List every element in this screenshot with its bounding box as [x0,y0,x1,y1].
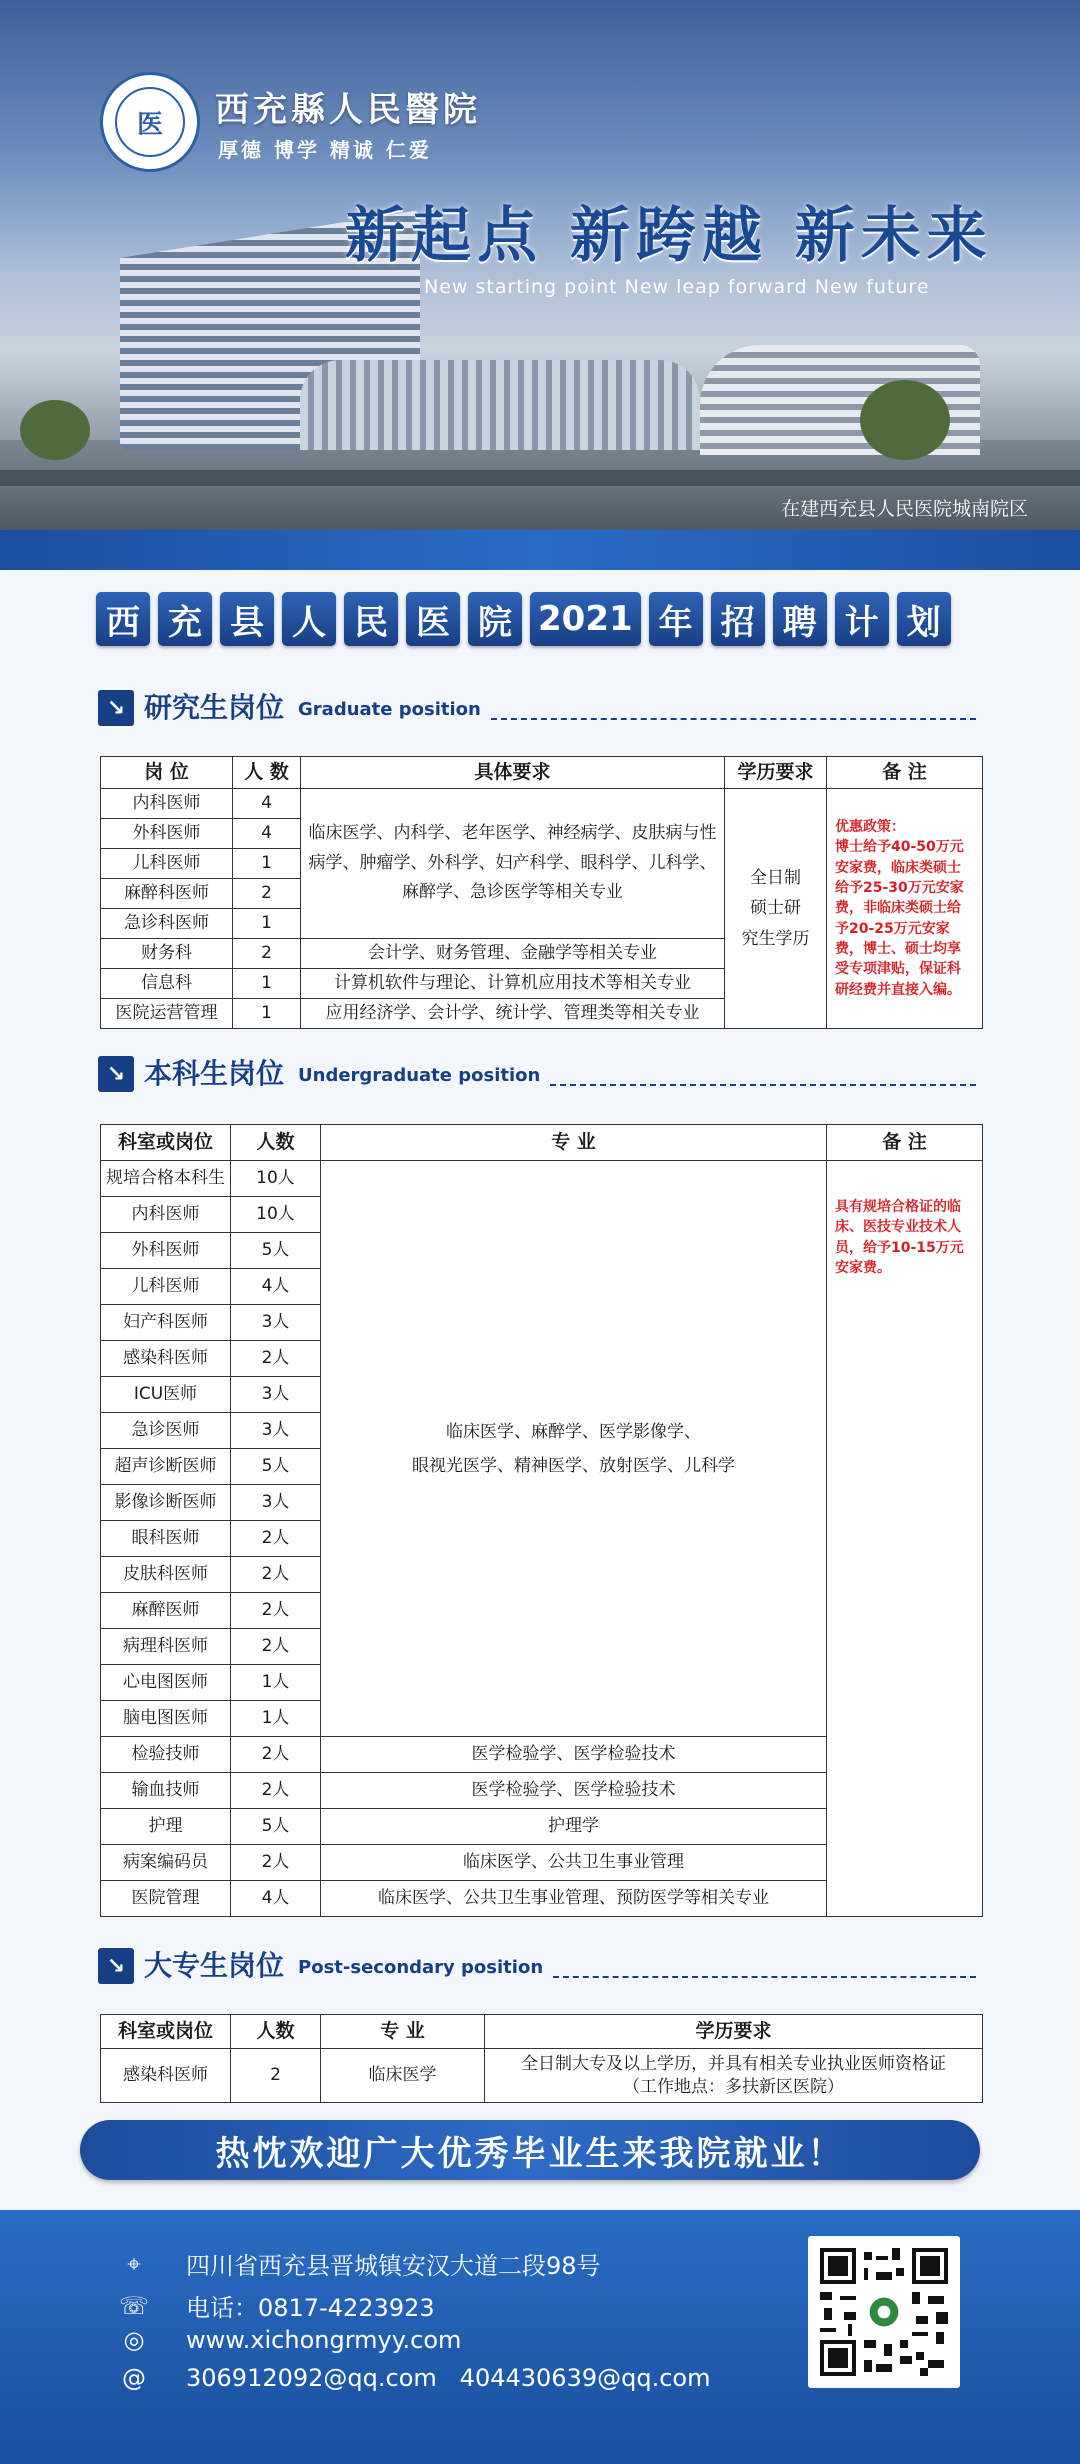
position-cell: 麻醉医师 [101,1593,231,1629]
requirement-cell: 计算机软件与理论、计算机应用技术等相关专业 [301,969,725,999]
position-cell: 外科医师 [101,819,233,849]
position-cell: 规培合格本科生 [101,1161,231,1197]
title-char: 聘 [773,592,827,646]
note-cell: 具有规培合格证的临床、医技专业技术人员，给予10-15万元安家费。 [827,1161,983,1917]
requirement-cell: 应用经济学、会计学、统计学、管理类等相关专业 [301,999,725,1029]
position-cell: 医院运营管理 [101,999,233,1029]
count-cell: 2人 [231,1845,321,1881]
position-cell: 感染科医师 [101,2049,231,2103]
tree-image [860,380,950,460]
count-cell: 4人 [231,1269,321,1305]
address-row [118,2246,601,2281]
title-char: 医 [406,592,460,646]
section-header-undergraduate [98,1056,976,1092]
count-cell: 10人 [231,1197,321,1233]
position-cell: 信息科 [101,969,233,999]
globe-icon: ◎ [123,2326,145,2354]
education-cell: 全日制 硕士研 究生学历 [725,789,827,1029]
count-cell: 2人 [231,1737,321,1773]
title-char: 民 [344,592,398,646]
phone-icon: ☏ [118,2291,149,2320]
position-cell: 麻醉科医师 [101,879,233,909]
count-cell: 3人 [231,1377,321,1413]
hospital-logo [100,72,200,172]
column-header: 科室或岗位 [101,2015,231,2049]
count-cell: 5人 [231,1449,321,1485]
count-cell: 2 [231,2049,321,2103]
major-cell: 医学检验学、医学检验技术 [321,1773,827,1809]
column-header: 人 数 [233,757,301,789]
position-cell: 医院管理 [101,1881,231,1917]
title-char: 县 [220,592,274,646]
slogan-english: New starting point New leap forward New future [424,276,930,298]
count-cell: 2 [233,939,301,969]
count-cell: 3人 [231,1305,321,1341]
education-cell [485,2049,983,2103]
website-row [118,2326,461,2354]
image-caption: 在建西充县人民医院城南院区 [780,498,1028,520]
table-header-row [101,757,983,789]
major-cell: 临床医学、公共卫生事业管理、预防医学等相关专业 [321,1881,827,1917]
page-title [96,592,951,646]
road [0,470,1080,486]
email-row [118,2364,710,2392]
section-header-post-secondary [98,1948,976,1984]
count-cell: 2人 [231,1629,321,1665]
arrow-icon: ↘ [98,690,134,726]
divider [550,1084,976,1086]
section-title: 本科生岗位 [144,1057,285,1090]
count-cell: 5人 [231,1809,321,1845]
slogan: 新起点 新跨越 新未来 [345,201,993,271]
major-line: 眼视光医学、精神医学、放射医学、儿科学 [412,1455,735,1476]
section-subtitle: Post-secondary position [298,1957,544,1978]
major-cell: 护理学 [321,1809,827,1845]
section-title: 大专生岗位 [144,1949,285,1982]
position-cell: 病理科医师 [101,1629,231,1665]
title-char: 招 [711,592,765,646]
count-cell: 3人 [231,1413,321,1449]
undergraduate-table [100,1124,983,1917]
title-char: 西 [96,592,150,646]
column-header: 备 注 [827,1125,983,1161]
count-cell: 2人 [231,1773,321,1809]
count-cell: 2人 [231,1521,321,1557]
column-header: 科室或岗位 [101,1125,231,1161]
graduate-table [100,756,983,1029]
position-cell: 感染科医师 [101,1341,231,1377]
position-cell: 急诊科医师 [101,909,233,939]
major-cell: 临床医学、公共卫生事业管理 [321,1845,827,1881]
position-cell: 超声诊断医师 [101,1449,231,1485]
position-cell: 心电图医师 [101,1665,231,1701]
title-char: 年 [649,592,703,646]
email-text[interactable]: 306912092@qq.com 404430639@qq.com [186,2364,711,2392]
count-cell: 5人 [231,1233,321,1269]
phone-text[interactable]: 电话：0817-4223923 [186,2294,435,2322]
table-row [101,789,983,819]
position-cell: 眼科医师 [101,1521,231,1557]
position-cell: 财务科 [101,939,233,969]
website-link[interactable]: www.xichongrmyy.com [186,2326,462,2354]
count-cell: 3人 [231,1485,321,1521]
phone-row [118,2288,435,2323]
divider [491,718,976,720]
position-cell: 影像诊断医师 [101,1485,231,1521]
education-line: 全日制大专及以上学历，并具有相关专业执业医师资格证 [521,2053,946,2074]
column-header: 具体要求 [301,757,725,789]
major-line: 临床医学、麻醉学、医学影像学、 [446,1421,701,1442]
position-cell: 急诊医师 [101,1413,231,1449]
email-icon: @ [122,2364,146,2392]
work-location: （工作地点：多扶新区医院） [623,2076,844,2097]
logo-emblem: 医 [115,87,185,157]
count-cell: 1人 [231,1701,321,1737]
divider [553,1976,976,1978]
location-pin-icon: ⌖ [127,2249,141,2278]
title-char: 充 [158,592,212,646]
hospital-motto: 厚德 博学 精诚 仁爱 [218,138,432,162]
table-row [101,1161,983,1197]
section-subtitle: Undergraduate position [298,1065,541,1086]
position-cell: 皮肤科医师 [101,1557,231,1593]
major-cell: 医学检验学、医学检验技术 [321,1737,827,1773]
section-subtitle: Graduate position [298,699,481,720]
tree-image [20,400,90,460]
major-cell: 临床医学 [321,2049,485,2103]
column-header: 专 业 [321,1125,827,1161]
position-cell: 内科医师 [101,789,233,819]
position-cell: 妇产科医师 [101,1305,231,1341]
position-cell: ICU医师 [101,1377,231,1413]
position-cell: 脑电图医师 [101,1701,231,1737]
count-cell: 1 [233,849,301,879]
title-char: 计 [835,592,889,646]
position-cell: 儿科医师 [101,1269,231,1305]
count-cell: 4 [233,819,301,849]
count-cell: 2 [233,879,301,909]
arrow-icon: ↘ [98,1948,134,1984]
section-title: 研究生岗位 [144,691,285,724]
column-header: 人数 [231,1125,321,1161]
position-cell: 输血技师 [101,1773,231,1809]
position-cell: 内科医师 [101,1197,231,1233]
column-header: 学历要求 [485,2015,983,2049]
count-cell: 1 [233,969,301,999]
count-cell: 4 [233,789,301,819]
count-cell: 2人 [231,1593,321,1629]
table-header-row [101,2015,983,2049]
count-cell: 2人 [231,1341,321,1377]
position-cell: 病案编码员 [101,1845,231,1881]
welcome-banner: 热忱欢迎广大优秀毕业生来我院就业！ [80,2120,980,2180]
section-header-graduate [98,690,976,726]
column-header: 备 注 [827,757,983,789]
column-header: 人数 [231,2015,321,2049]
position-cell: 检验技师 [101,1737,231,1773]
position-cell: 护理 [101,1809,231,1845]
count-cell: 1 [233,999,301,1029]
count-cell: 4人 [231,1881,321,1917]
post-secondary-table [100,2014,983,2103]
column-header: 专 业 [321,2015,485,2049]
title-year: 2021 [530,592,641,646]
hero-banner [0,0,1080,570]
count-cell: 1 [233,909,301,939]
table-header-row [101,1125,983,1161]
hospital-name: 西充縣人民醫院 [215,90,481,130]
qr-code-image [816,2244,952,2380]
column-header: 学历要求 [725,757,827,789]
address-text: 四川省西充县晋城镇安汉大道二段98号 [186,2252,601,2280]
requirement-cell: 临床医学、内科学、老年医学、神经病学、皮肤病与性病学、肿瘤学、外科学、妇产科学、眼科学、儿科学、麻醉学、急诊医学等相关专业 [301,789,725,939]
title-char: 划 [897,592,951,646]
hospital-lobby-image [300,360,700,450]
count-cell: 1人 [231,1665,321,1701]
hero-stripe [0,530,1080,570]
position-cell: 儿科医师 [101,849,233,879]
requirement-cell: 会计学、财务管理、金融学等相关专业 [301,939,725,969]
arrow-icon: ↘ [98,1056,134,1092]
note-cell: 优惠政策： 博士给予40-50万元安家费，临床类硕士给予25-30万元安家费，非临床类硕士给予20-25万元安家费，博士、硕士均享受专项津贴，保证科研经费并直接入编。 [827,789,983,1029]
count-cell: 10人 [231,1161,321,1197]
qr-code[interactable] [808,2236,960,2388]
table-row [101,2049,983,2103]
position-cell: 外科医师 [101,1233,231,1269]
title-char: 人 [282,592,336,646]
title-char: 院 [468,592,522,646]
count-cell: 2人 [231,1557,321,1593]
major-cell [321,1161,827,1737]
column-header: 岗 位 [101,757,233,789]
